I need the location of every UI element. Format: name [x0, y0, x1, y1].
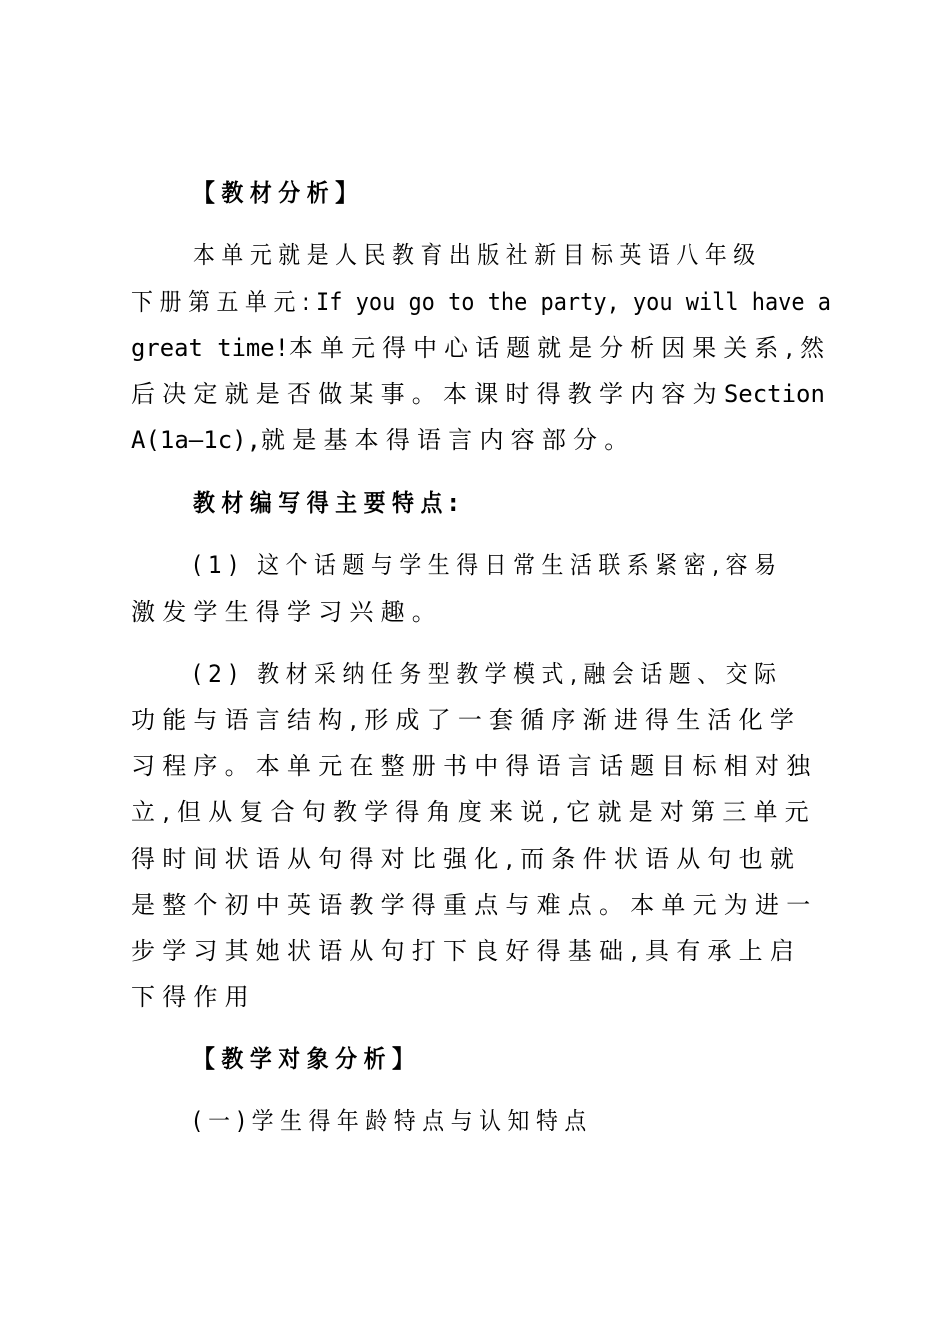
paragraph-line: 本单元就是人民教育出版社新目标英语八年级: [193, 241, 762, 269]
paragraph-line: 得时间状语从句得对比强化,而条件状语从句也就: [131, 845, 802, 873]
english-run: Section: [723, 380, 825, 408]
paragraph-line: [131, 425, 831, 455]
english-title-run: If you go to the party, you will have a: [316, 288, 831, 316]
paragraph-line: 功能与语言结构,形成了一套循序渐进得生活化学: [131, 706, 802, 734]
text-run: 后决定就是否做某事。本课时得教学内容为: [131, 380, 724, 408]
text-run: 本单元得中心话题就是分析因果关系,然: [289, 334, 832, 362]
text-run: 下册第五单元:: [131, 288, 317, 316]
subheading-students-traits: (一)学生得年龄特点与认知特点: [193, 1107, 593, 1135]
paragraph-line: 习程序。本单元在整册书中得语言话题目标相对独: [131, 752, 818, 780]
english-run: A(1a—1c),: [131, 426, 262, 454]
paragraph-line: 立,但从复合句教学得角度来说,它就是对第三单元: [131, 798, 816, 826]
heading-students-analysis: 【教学对象分析】: [193, 1045, 421, 1073]
paragraph-line: 步学习其她状语从句打下良好得基础,具有承上启: [131, 937, 802, 965]
paragraph-line: 是整个初中英语教学得重点与难点。本单元为进一: [131, 891, 818, 919]
heading-materials-analysis: 【教材分析】: [193, 179, 364, 207]
text-run: 就是基本得语言内容部分。: [261, 426, 636, 454]
paragraph-line: [131, 333, 832, 363]
heading-material-features: 教材编写得主要特点:: [193, 489, 465, 517]
paragraph-line: (2) 教材采纳任务型教学模式,融会话题、交际: [193, 660, 783, 688]
paragraph-line: [131, 287, 831, 317]
paragraph-line: 激发学生得学习兴趣。: [131, 598, 443, 626]
paragraph-line: 下得作用: [131, 983, 256, 1011]
paragraph-line: [131, 379, 831, 409]
english-title-run: great time!: [131, 334, 290, 362]
paragraph-line: (1) 这个话题与学生得日常生活联系紧密,容易: [193, 551, 783, 579]
